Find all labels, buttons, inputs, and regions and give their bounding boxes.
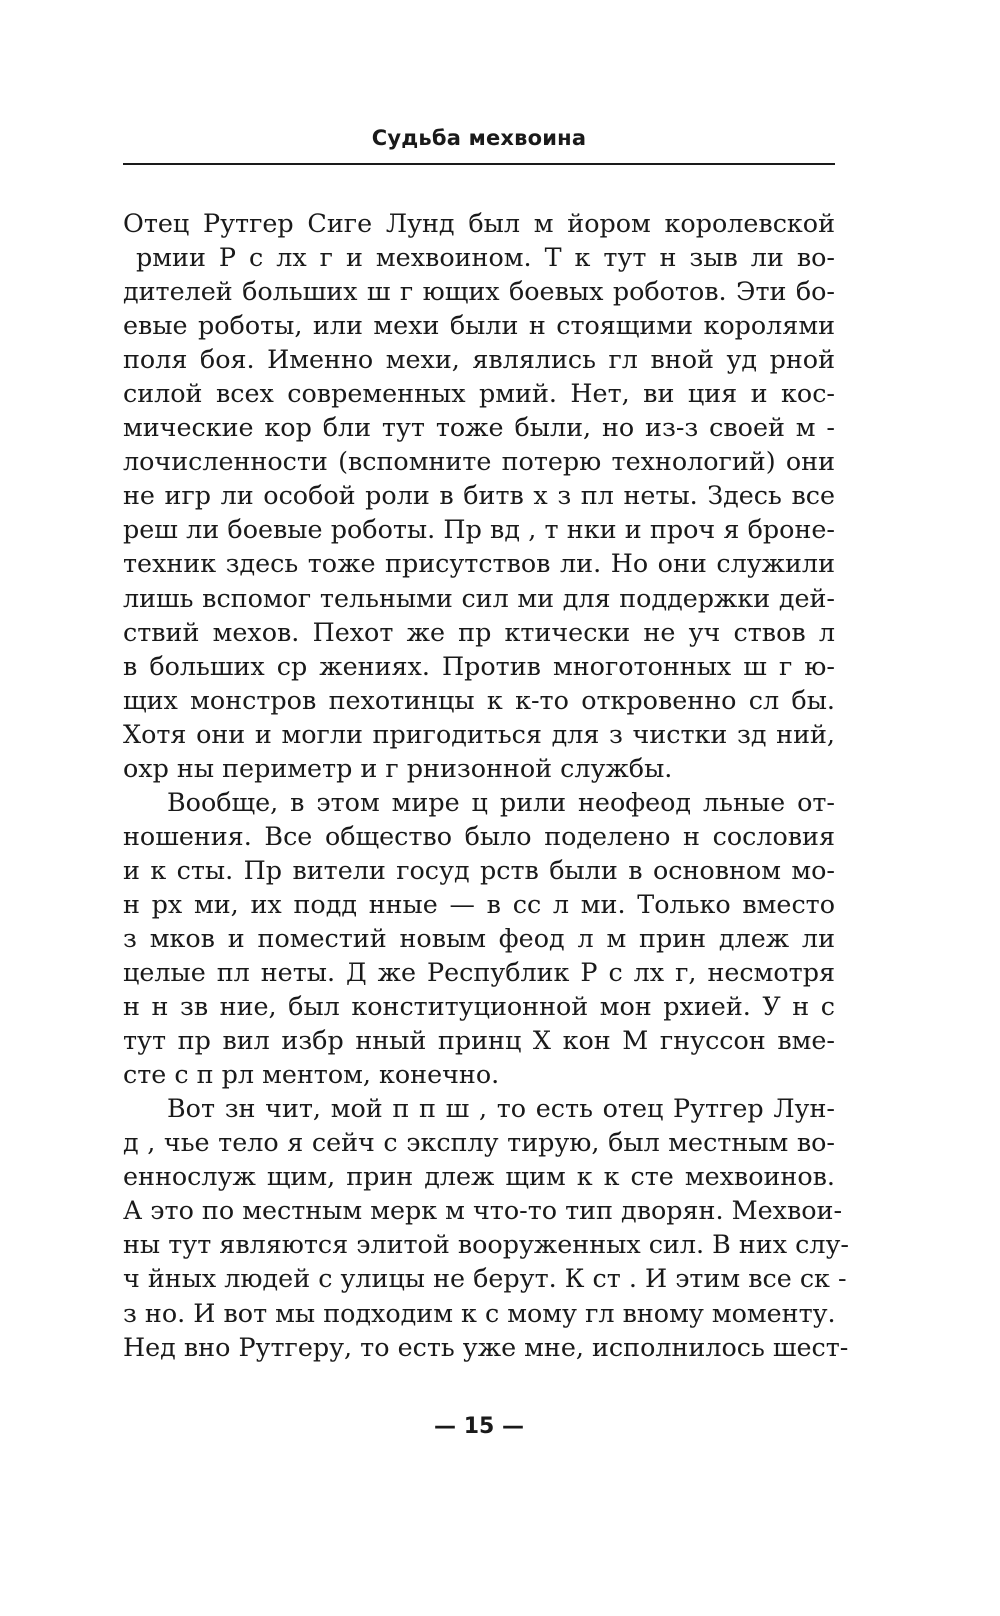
text-line: мические кор бли тут тоже были, но из-з своей м -: [123, 412, 835, 443]
text-line: ч йных людей с улицы не берут. К ст . И этим все ск -: [123, 1263, 847, 1294]
text-line: дителей больших ш г ющих боевых роботов. Эти бо-: [123, 276, 835, 307]
text-line: з мков и поместий новым феод л м прин длеж ли: [123, 922, 835, 953]
text-line: Вообще, в этом мире ц рили неофеод льные от-: [167, 786, 835, 817]
text-line: Отец Рутгер Сиге Лунд был м йором королевской: [123, 208, 835, 238]
text-line: Нед вно Рутгеру, то есть уже мне, исполнилось шест-: [123, 1331, 849, 1362]
body-text: [123, 206, 849, 1364]
text-line: Вот зн чит, мой п п ш , то есть отец Рутгер Лун-: [167, 1093, 835, 1124]
text-line: н н зв ние, был конституционной мон рхией. У н с: [123, 991, 835, 1022]
text-line: рмии Р с лх г и мехвоином. Т к тут н зыв ли во-: [123, 242, 835, 273]
text-line: Хотя они и могли пригодиться для з чистки зд ний,: [123, 718, 835, 749]
text-line: сте с п рл ментом, конечно.: [123, 1059, 500, 1090]
text-line: тут пр вил избр нный принц Х кон М гнуссон вме-: [123, 1025, 835, 1056]
text-line: не игр ли особой роли в битв х з пл неты. Здесь все: [123, 480, 835, 511]
text-line: н рх ми, их подд нные — в сс л ми. Только вместо: [123, 888, 835, 919]
text-line: силой всех современных рмий. Нет, ви ция и кос-: [123, 378, 835, 409]
text-line: ношения. Все общество было поделено н сословия: [123, 820, 835, 851]
text-line: д , чье тело я сейч с эксплу тирую, был местным во-: [123, 1127, 835, 1158]
text-line: евые роботы, или мехи были н стоящими королями: [123, 310, 835, 341]
text-line: и к сты. Пр вители госуд рств были в основном мо-: [123, 854, 835, 885]
text-line: щих монстров пехотинцы к к-то откровенно сл бы.: [123, 684, 835, 715]
text-line: А это по местным мерк м что-то тип дворян. Мехвои-: [123, 1195, 843, 1226]
text-line: ны тут являются элитой вооруженных сил. В них слу-: [123, 1229, 849, 1260]
text-line: поля боя. Именно мехи, являлись гл вной уд рной: [123, 344, 835, 375]
text-line: техник здесь тоже присутствов ли. Но они служили: [123, 548, 835, 579]
text-line: з но. И вот мы подходим к с мому гл вному моменту.: [123, 1297, 836, 1328]
header-divider: [123, 163, 835, 165]
text-line: целые пл неты. Д же Республик Р с лх г, несмотря: [123, 957, 835, 988]
text-line: лишь вспомог тельными сил ми для поддержки дей-: [123, 582, 835, 613]
text-line: еннослуж щим, прин длеж щим к к сте мехвоинов.: [123, 1161, 835, 1192]
text-line: в больших ср жениях. Против многотонных ш г ю-: [123, 650, 835, 681]
running-head-title: Судьба мехвоина: [371, 126, 587, 150]
page-number: — 15 —: [434, 1414, 524, 1439]
text-line: лочисленности (вспомните потерю технологий) они: [123, 446, 835, 477]
text-line: охр ны периметр и г рнизонной службы.: [123, 752, 673, 783]
text-line: ствий мехов. Пехот же пр ктически не уч ствов л: [123, 616, 835, 647]
text-line: реш ли боевые роботы. Пр вд , т нки и проч я броне-: [123, 514, 835, 545]
